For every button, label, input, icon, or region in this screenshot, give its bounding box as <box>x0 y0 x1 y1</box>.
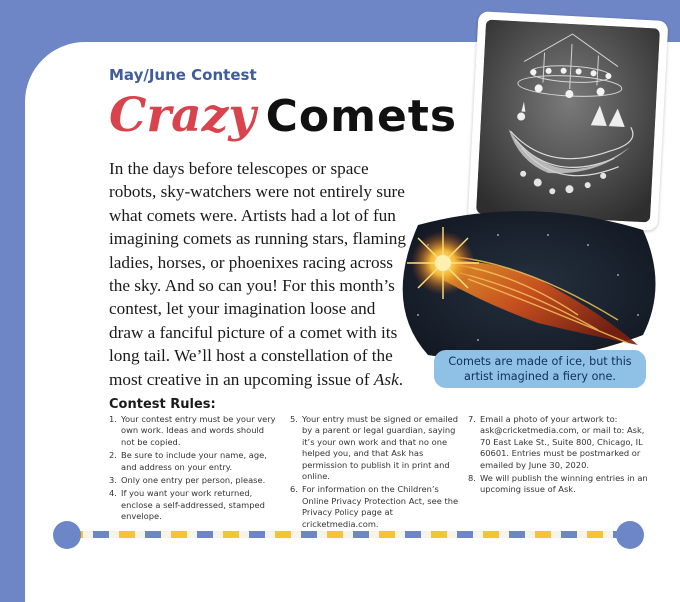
illustration-card <box>468 11 669 231</box>
magazine-name: Ask <box>373 369 399 389</box>
rule-number: 1. <box>109 414 117 424</box>
rule-text: We will publish the winning entries in an upcoming issue of Ask. <box>480 473 648 495</box>
rules-column-1 <box>109 414 279 525</box>
rule-item <box>109 414 279 448</box>
intro-paragraph <box>109 157 409 391</box>
border-dot-right <box>616 521 644 549</box>
rule-number: 7. <box>468 414 476 424</box>
fiery-comet-illustration <box>388 205 663 365</box>
rule-number: 2. <box>109 450 117 461</box>
rule-number: 3. <box>109 475 117 486</box>
rule-item <box>290 414 460 482</box>
decorative-border-strip <box>67 531 629 538</box>
title-script: Crazy <box>109 88 256 143</box>
rule-text: Only one entry per person, please. <box>121 475 266 486</box>
rules-heading: Contest Rules: <box>109 397 216 412</box>
rule-item <box>468 414 648 471</box>
rule-item <box>109 450 279 473</box>
image-caption: Comets are made of ice, but this artist imagined a fiery one. <box>434 350 646 388</box>
border-dot-left <box>53 521 81 549</box>
rules-column-2 <box>290 414 460 532</box>
rules-column-3 <box>468 414 648 498</box>
rule-item <box>109 488 279 522</box>
rule-number: 6. <box>290 484 298 495</box>
intro-end: . <box>398 369 404 389</box>
rule-number: 4. <box>109 488 117 499</box>
rule-item <box>290 484 460 530</box>
rule-item <box>109 475 279 486</box>
rule-text: For information on the Children’s Online Privacy Protection Act, see the Privacy Policy page at cricketmedia.com. <box>302 484 459 529</box>
rule-number: 8. <box>468 473 476 484</box>
rule-text: Email a photo of your artwork to: ask@cricketmedia.com, or mail to: Ask, 70 East Lake St., Suite 800, Chicago, IL 60601. Entries must be postmarked or emailed by June 30, 2020. <box>480 414 645 470</box>
intro-text: In the days before telescopes or space robots, sky-watchers were not entirely sure what comets were. Artists had a lot of fun imagining comets as running stars, flaming ladies, horses, or phoenixes racing across the sky. And so can you! For this month’s contest, let your imagination loose and draw a fanciful picture of a comet with its long tail. We’ll host a constellation of the most creative in an upcoming issue of <box>109 159 406 389</box>
rule-text: Your contest entry must be your very own work. Ideas and words should not be copied. <box>121 414 276 447</box>
rule-number: 5. <box>290 414 298 424</box>
title-block: Comets <box>265 91 458 142</box>
page-title <box>109 88 457 143</box>
rule-item <box>468 473 648 496</box>
rule-text: If you want your work returned, enclose a self-addressed, stamped envelope. <box>121 488 265 522</box>
lady-comet-art <box>476 20 660 223</box>
lady-comet-illustration <box>476 20 660 223</box>
rule-text: Your entry must be signed or emailed by a parent or legal guardian, saying it’s your own work and that no one helped you, and that Ask has permission to publish it in print and online. <box>302 414 459 482</box>
contest-label: May/June Contest <box>109 66 257 84</box>
rule-text: Be sure to include your name, age, and address on your entry. <box>121 450 267 472</box>
